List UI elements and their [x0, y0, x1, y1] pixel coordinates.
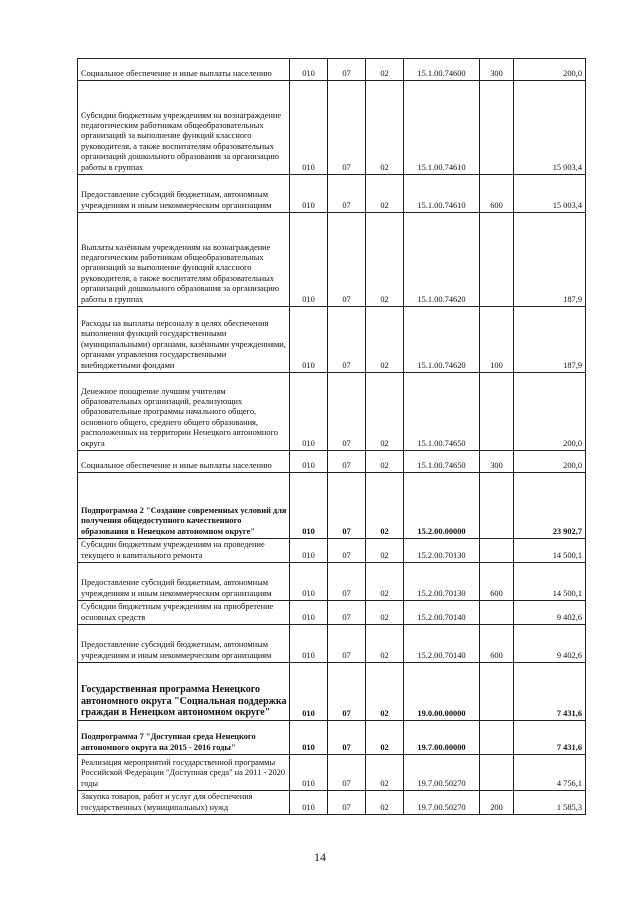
section-code: 07	[328, 451, 366, 473]
table-body	[78, 59, 586, 815]
subsection-code: 02	[366, 625, 404, 663]
row-name: Предоставление субсидий бюджетным, автономным учреждениям и иным некоммерческим организациям	[78, 625, 290, 663]
amount: 23 902,7	[514, 473, 586, 539]
subsection-code: 02	[366, 59, 404, 81]
amount: 15 003,4	[514, 175, 586, 213]
section-code: 07	[328, 791, 366, 815]
amount: 187,9	[514, 213, 586, 307]
table-row	[78, 791, 586, 815]
expense-type	[480, 473, 514, 539]
amount: 9 402,6	[514, 625, 586, 663]
expense-type	[480, 721, 514, 755]
amount: 200,0	[514, 373, 586, 451]
ministry-code: 010	[290, 721, 328, 755]
ministry-code: 010	[290, 81, 328, 175]
amount: 7 431,6	[514, 721, 586, 755]
target-article: 15.1.00.74650	[404, 373, 480, 451]
amount: 7 431,6	[514, 663, 586, 721]
target-article: 19.7.00.50270	[404, 755, 480, 791]
expense-type: 600	[480, 563, 514, 601]
ministry-code: 010	[290, 451, 328, 473]
section-code: 07	[328, 721, 366, 755]
table-row	[78, 663, 586, 721]
ministry-code: 010	[290, 791, 328, 815]
ministry-code: 010	[290, 213, 328, 307]
target-article: 19.0.00.00000	[404, 663, 480, 721]
section-code: 07	[328, 373, 366, 451]
expense-type	[480, 755, 514, 791]
table-row	[78, 59, 586, 81]
row-name: Предоставление субсидий бюджетным, автономным учреждениям и иным некоммерческим организациям	[78, 175, 290, 213]
expense-type: 300	[480, 59, 514, 81]
ministry-code: 010	[290, 59, 328, 81]
table-row	[78, 563, 586, 601]
section-code: 07	[328, 213, 366, 307]
section-code: 07	[328, 175, 366, 213]
table-row	[78, 601, 586, 625]
target-article: 15.2.00.70140	[404, 625, 480, 663]
subsection-code: 02	[366, 473, 404, 539]
ministry-code: 010	[290, 625, 328, 663]
section-code: 07	[328, 601, 366, 625]
row-name: Расходы на выплаты персоналу в целях обеспечения выполнения функций государственными (муниципальными) органами, казёнными учреждениями, органами управления государственными внебюджетными фондами	[78, 307, 290, 373]
amount: 200,0	[514, 59, 586, 81]
table-row	[78, 373, 586, 451]
row-name: Денежное поощрение лучшим учителям образовательных организаций, реализующих образовательные программы начального общего, основного общего, среднего общего образования, расположенных на территории Ненецкого автономного округа	[78, 373, 290, 451]
section-code: 07	[328, 663, 366, 721]
page-number: 14	[314, 850, 326, 864]
expense-type: 200	[480, 791, 514, 815]
table-row	[78, 473, 586, 539]
expense-type: 600	[480, 175, 514, 213]
table-row	[78, 175, 586, 213]
table-row	[78, 213, 586, 307]
ministry-code: 010	[290, 373, 328, 451]
subsection-code: 02	[366, 791, 404, 815]
amount: 187,9	[514, 307, 586, 373]
ministry-code: 010	[290, 563, 328, 601]
row-name: Государственная программа Ненецкого автономного округа "Социальная поддержка граждан в Ненецком автономном округе"	[78, 663, 290, 721]
row-name: Подпрограмма 7 "Доступная среда Ненецкого автономного округа на 2015 - 2016 годы"	[78, 721, 290, 755]
row-name: Социальное обеспечение и иные выплаты населению	[78, 59, 290, 81]
subsection-code: 02	[366, 601, 404, 625]
table-row	[78, 539, 586, 563]
ministry-code: 010	[290, 539, 328, 563]
row-name: Субсидии бюджетным учреждениям на проведение текущего и капитального ремонта	[78, 539, 290, 563]
section-code: 07	[328, 59, 366, 81]
table-row	[78, 721, 586, 755]
subsection-code: 02	[366, 307, 404, 373]
expense-type	[480, 539, 514, 563]
section-code: 07	[328, 755, 366, 791]
row-name: Выплаты казённым учреждениям на вознаграждение педагогическим работникам общеобразовательных организаций за выполнение функций классного руководителя, а также воспитателям образовательных организаций дошкольного образования за организацию работы в группах	[78, 213, 290, 307]
amount: 1 585,3	[514, 791, 586, 815]
amount: 14 500,1	[514, 539, 586, 563]
subsection-code: 02	[366, 721, 404, 755]
budget-table	[77, 58, 586, 815]
target-article: 19.7.00.00000	[404, 721, 480, 755]
target-article: 15.1.00.74610	[404, 175, 480, 213]
amount: 4 756,1	[514, 755, 586, 791]
target-article: 15.1.00.74650	[404, 451, 480, 473]
subsection-code: 02	[366, 213, 404, 307]
target-article: 15.2.00.70130	[404, 539, 480, 563]
expense-type	[480, 373, 514, 451]
table-row	[78, 451, 586, 473]
target-article: 15.2.00.70140	[404, 601, 480, 625]
target-article: 15.2.00.70130	[404, 563, 480, 601]
section-code: 07	[328, 473, 366, 539]
amount: 14 500,1	[514, 563, 586, 601]
expense-type: 300	[480, 451, 514, 473]
section-code: 07	[328, 81, 366, 175]
target-article: 15.1.00.74610	[404, 81, 480, 175]
ministry-code: 010	[290, 307, 328, 373]
ministry-code: 010	[290, 473, 328, 539]
subsection-code: 02	[366, 175, 404, 213]
expense-type	[480, 663, 514, 721]
expense-type	[480, 601, 514, 625]
ministry-code: 010	[290, 663, 328, 721]
expense-type: 600	[480, 625, 514, 663]
expense-type: 100	[480, 307, 514, 373]
subsection-code: 02	[366, 451, 404, 473]
table-row	[78, 81, 586, 175]
ministry-code: 010	[290, 601, 328, 625]
row-name: Социальное обеспечение и иные выплаты населению	[78, 451, 290, 473]
subsection-code: 02	[366, 373, 404, 451]
target-article: 15.1.00.74600	[404, 59, 480, 81]
amount: 9 402,6	[514, 601, 586, 625]
row-name: Закупка товаров, работ и услуг для обеспечения государственных (муниципальных) нужд	[78, 791, 290, 815]
subsection-code: 02	[366, 755, 404, 791]
section-code: 07	[328, 625, 366, 663]
target-article: 15.2.00.00000	[404, 473, 480, 539]
expense-type	[480, 213, 514, 307]
row-name: Подпрограмма 2 "Создание современных условий для получения общедоступного качественного образования в Ненецком автономном округе"	[78, 473, 290, 539]
section-code: 07	[328, 563, 366, 601]
row-name: Реализация мероприятий государственной программы Российской Федерации "Доступная среда" на 2011 - 2020 годы	[78, 755, 290, 791]
row-name: Субсидии бюджетным учреждениям на вознаграждение педагогическим работникам общеобразовательных организаций за выполнение функций классного руководителя, а также воспитателям образовательных организаций дошкольного образования за организацию работы в группах	[78, 81, 290, 175]
target-article: 15.1.00.74620	[404, 213, 480, 307]
row-name: Субсидии бюджетным учреждениям на приобретение основных средств	[78, 601, 290, 625]
subsection-code: 02	[366, 539, 404, 563]
table-row	[78, 625, 586, 663]
section-code: 07	[328, 539, 366, 563]
amount: 15 003,4	[514, 81, 586, 175]
target-article: 19.7.00.50270	[404, 791, 480, 815]
expense-type	[480, 81, 514, 175]
table-row	[78, 755, 586, 791]
row-name: Предоставление субсидий бюджетным, автономным учреждениям и иным некоммерческим организациям	[78, 563, 290, 601]
amount: 200,0	[514, 451, 586, 473]
subsection-code: 02	[366, 81, 404, 175]
subsection-code: 02	[366, 563, 404, 601]
target-article: 15.1.00.74620	[404, 307, 480, 373]
table-row	[78, 307, 586, 373]
subsection-code: 02	[366, 663, 404, 721]
section-code: 07	[328, 307, 366, 373]
ministry-code: 010	[290, 175, 328, 213]
ministry-code: 010	[290, 755, 328, 791]
